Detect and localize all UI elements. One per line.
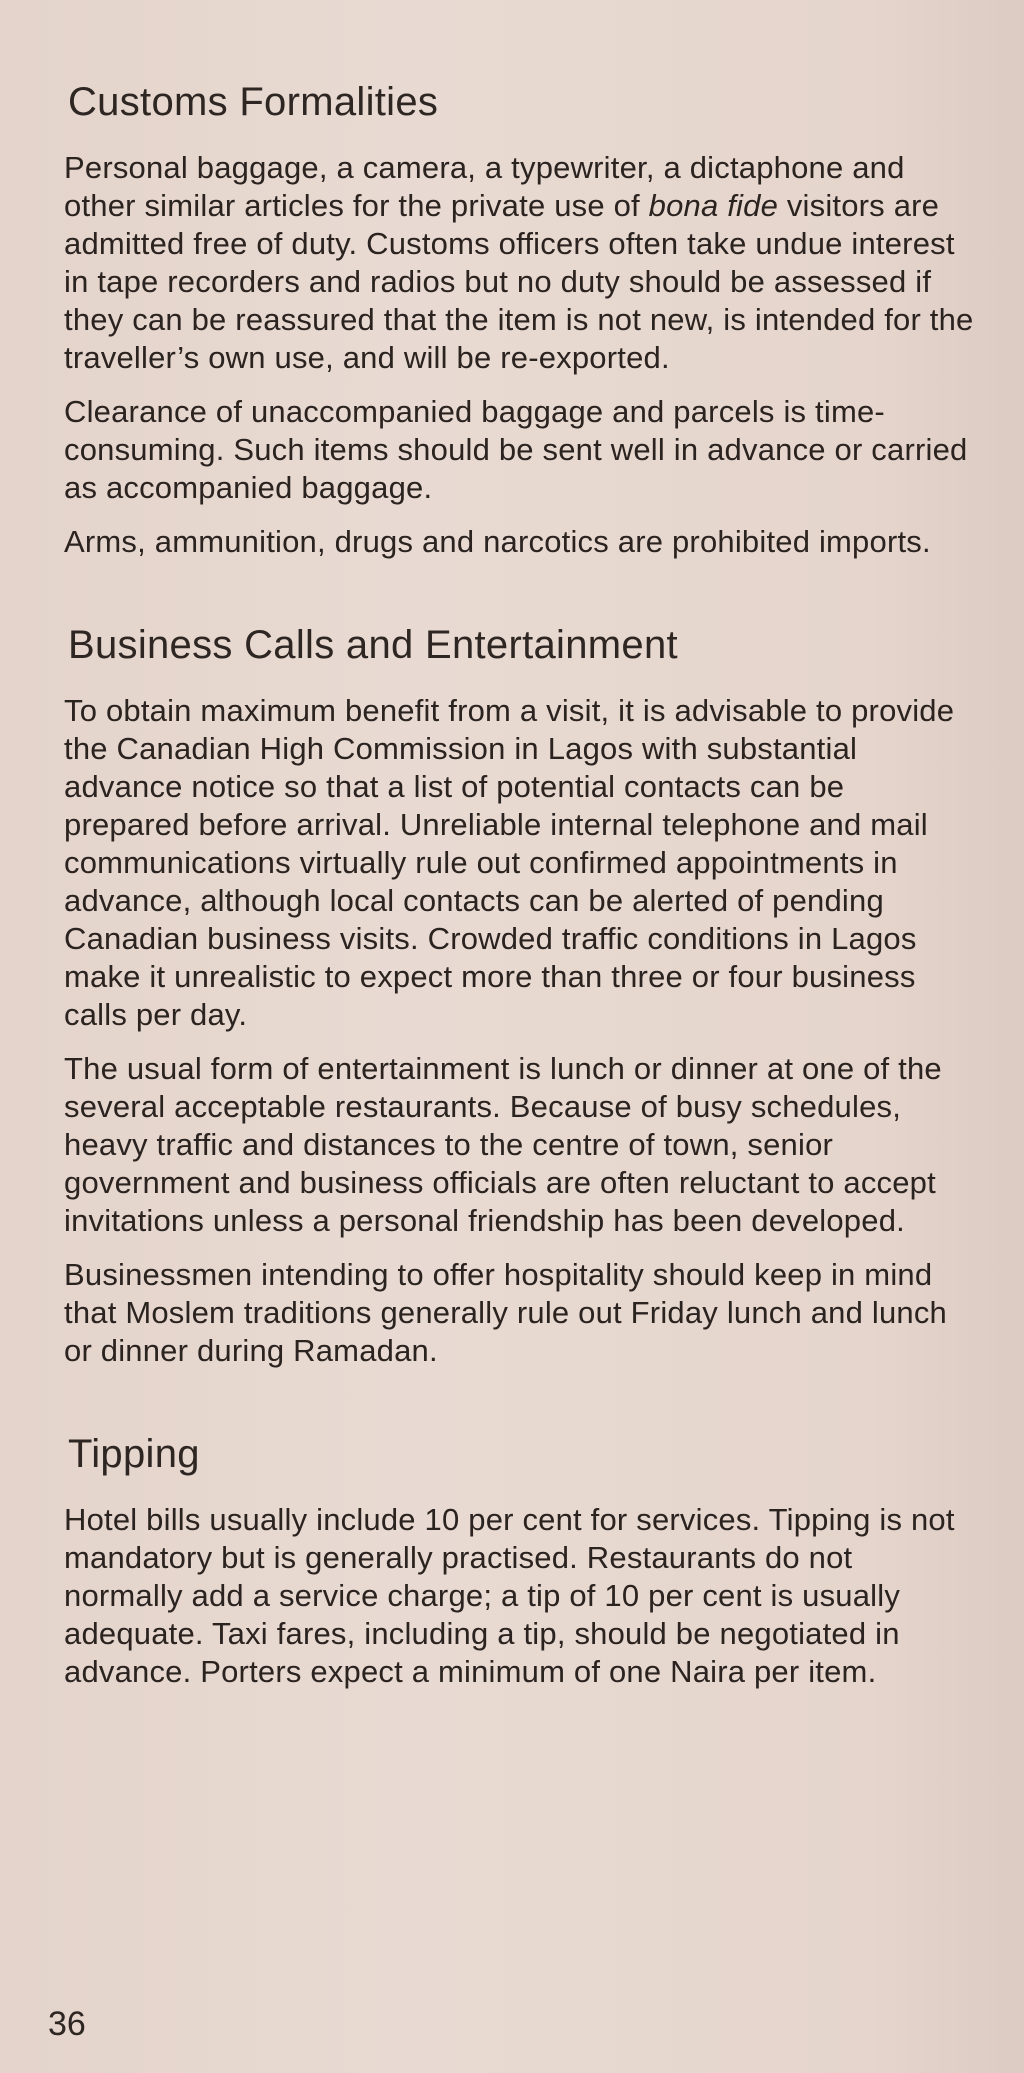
- section-customs-formalities: [64, 80, 974, 561]
- section-heading-business: Business Calls and Entertainment: [68, 623, 678, 667]
- page-content: [64, 80, 974, 1707]
- section-heading-customs: Customs Formalities: [68, 80, 439, 124]
- customs-p1-text-a: Personal baggage, a camera, a typewriter, a dictaphone and other similar articles for the private use of: [64, 150, 905, 223]
- section-tipping: [64, 1432, 974, 1691]
- customs-p1-text-b: visitors are admitted free of duty. Customs officers often take undue interest in tape recorders and radios but no duty should be assessed if they can be reassured that the item is not new, is intended for the traveller’s own use, and will be re-exported.: [64, 188, 974, 375]
- customs-paragraph-2: Clearance of unaccompanied baggage and parcels is time-consuming. Such items should be sent well in advance or carried as accompanied baggage.: [64, 394, 968, 505]
- page-number: 36: [48, 2005, 86, 2043]
- section-business-calls: [64, 623, 974, 1370]
- tipping-paragraph-1: Hotel bills usually include 10 per cent for services. Tipping is not mandatory but is generally practised. Restaurants do not normally add a service charge; a tip of 10 per cent is usually adequate. Taxi fares, including a tip, should be negotiated in advance. Porters expect a minimum of one Naira per item.: [64, 1502, 955, 1689]
- business-paragraph-2: The usual form of entertainment is lunch or dinner at one of the several acceptable restaurants. Because of busy schedules, heavy traffic and distances to the centre of town, senior government and business officials are often reluctant to accept invitations unless a personal friendship has been developed.: [64, 1051, 942, 1238]
- customs-paragraph-3: Arms, ammunition, drugs and narcotics are prohibited imports.: [64, 524, 931, 559]
- business-paragraph-1: To obtain maximum benefit from a visit, it is advisable to provide the Canadian High Commission in Lagos with substantial advance notice so that a list of potential contacts can be prepared before arrival. Unreliable internal telephone and mail communications virtually rule out confirmed appointments in advance, although local contacts can be alerted of pending Canadian business visits. Crowded traffic conditions in Lagos make it unrealistic to expect more than three or four business calls per day.: [64, 693, 955, 1032]
- customs-paragraph-1: [64, 149, 974, 377]
- customs-p1-italic: bona fide: [648, 188, 779, 223]
- business-paragraph-3: Businessmen intending to offer hospitality should keep in mind that Moslem traditions generally rule out Friday lunch and lunch or dinner during Ramadan.: [64, 1257, 947, 1368]
- section-heading-tipping: Tipping: [68, 1432, 200, 1476]
